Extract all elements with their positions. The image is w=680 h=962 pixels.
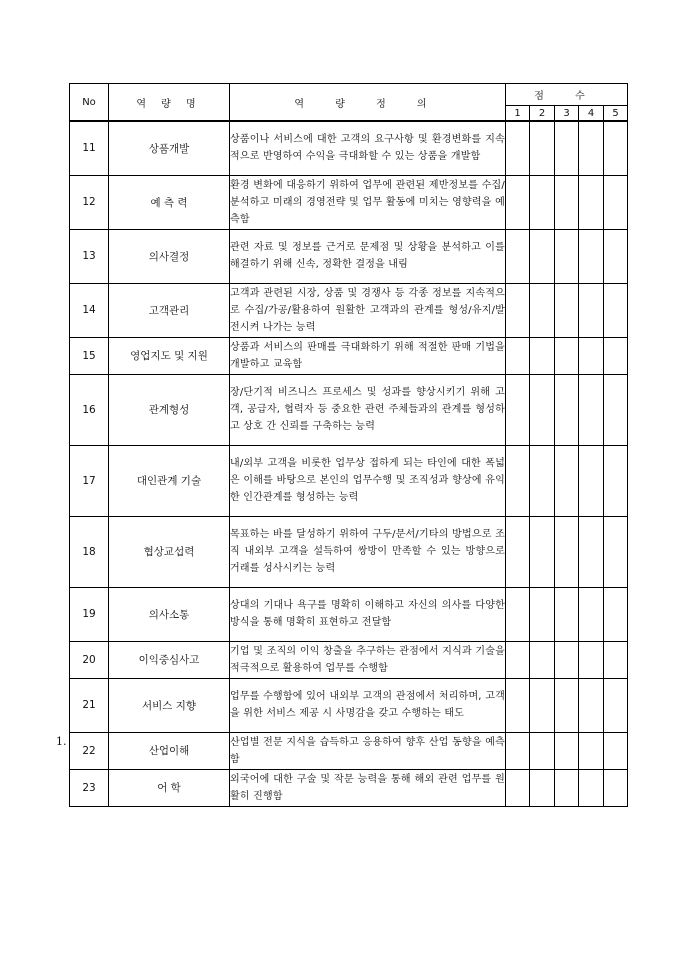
score-cell-1[interactable] bbox=[506, 641, 530, 678]
score-cell-2[interactable] bbox=[530, 769, 555, 806]
score-cell-1[interactable] bbox=[506, 516, 530, 587]
score-cell-3[interactable] bbox=[555, 121, 579, 175]
score-cell-3[interactable] bbox=[555, 445, 579, 516]
score-cell-4[interactable] bbox=[579, 678, 604, 732]
score-cell-5[interactable] bbox=[604, 283, 628, 337]
score-cell-5[interactable] bbox=[604, 445, 628, 516]
row-name: 관계형성 bbox=[109, 374, 230, 445]
score-cell-4[interactable] bbox=[579, 641, 604, 678]
row-no: 11 bbox=[70, 121, 109, 175]
row-name: 어 학 bbox=[109, 769, 230, 806]
score-cell-2[interactable] bbox=[530, 516, 555, 587]
score-cell-4[interactable] bbox=[579, 283, 604, 337]
score-cell-5[interactable] bbox=[604, 678, 628, 732]
score-cell-3[interactable] bbox=[555, 283, 579, 337]
table-row bbox=[70, 769, 628, 806]
table-row bbox=[70, 587, 628, 641]
score-cell-3[interactable] bbox=[555, 337, 579, 374]
row-no: 16 bbox=[70, 374, 109, 445]
row-name: 의사결정 bbox=[109, 229, 230, 283]
score-cell-1[interactable] bbox=[506, 283, 530, 337]
table-row bbox=[70, 445, 628, 516]
score-cell-5[interactable] bbox=[604, 769, 628, 806]
table-row bbox=[70, 283, 628, 337]
score-cell-1[interactable] bbox=[506, 678, 530, 732]
score-cell-5[interactable] bbox=[604, 641, 628, 678]
score-cell-4[interactable] bbox=[579, 175, 604, 229]
row-definition: 외국어에 대한 구술 및 작문 능력을 통해 해외 관련 업무를 원활히 진행함 bbox=[230, 769, 506, 806]
score-cell-3[interactable] bbox=[555, 769, 579, 806]
header-score-2: 2 bbox=[530, 106, 555, 122]
row-name: 의사소통 bbox=[109, 587, 230, 641]
row-no: 12 bbox=[70, 175, 109, 229]
score-cell-4[interactable] bbox=[579, 587, 604, 641]
table-row bbox=[70, 337, 628, 374]
row-definition: 고객과 관련된 시장, 상품 및 경쟁사 등 각종 정보를 지속적으로 수집/가공/활용하여 원활한 고객과의 관계를 형성/유지/발전시켜 나가는 능력 bbox=[230, 283, 506, 337]
score-cell-2[interactable] bbox=[530, 121, 555, 175]
row-no: 15 bbox=[70, 337, 109, 374]
table-row bbox=[70, 374, 628, 445]
row-definition: 환경 변화에 대응하기 위하여 업무에 관련된 제반정보를 수집/분석하고 미래의 경영전략 및 업무 활동에 미치는 영향력을 예측함 bbox=[230, 175, 506, 229]
row-definition: 기업 및 조직의 이익 창출을 추구하는 관점에서 지식과 기술을 적극적으로 활용하여 업무를 수행함 bbox=[230, 641, 506, 678]
score-cell-4[interactable] bbox=[579, 374, 604, 445]
score-cell-1[interactable] bbox=[506, 732, 530, 769]
header-score-text: 점 수 bbox=[534, 91, 599, 102]
table-row bbox=[70, 229, 628, 283]
row-definition: 상품과 서비스의 판매를 극대화하기 위해 적절한 판매 기법을 개발하고 교육함 bbox=[230, 337, 506, 374]
score-cell-4[interactable] bbox=[579, 769, 604, 806]
header-score-3: 3 bbox=[555, 106, 579, 122]
score-cell-1[interactable] bbox=[506, 121, 530, 175]
score-cell-2[interactable] bbox=[530, 641, 555, 678]
score-cell-2[interactable] bbox=[530, 337, 555, 374]
score-cell-1[interactable] bbox=[506, 229, 530, 283]
score-cell-3[interactable] bbox=[555, 374, 579, 445]
score-cell-3[interactable] bbox=[555, 732, 579, 769]
row-definition: 상대의 기대나 욕구를 명확히 이해하고 자신의 의사를 다양한 방식을 통해 명확히 표현하고 전달함 bbox=[230, 587, 506, 641]
score-cell-4[interactable] bbox=[579, 445, 604, 516]
table-row bbox=[70, 516, 628, 587]
row-definition: 내/외부 고객을 비롯한 업무상 접하게 되는 타인에 대한 폭넓은 이해를 바탕으로 본인의 업무수행 및 조직성과 향상에 유익한 인간관계를 형성하는 능력 bbox=[230, 445, 506, 516]
header-competency-name-text: 역 량 명 bbox=[136, 98, 202, 110]
score-cell-3[interactable] bbox=[555, 516, 579, 587]
score-cell-1[interactable] bbox=[506, 337, 530, 374]
table-row bbox=[70, 121, 628, 175]
row-name: 예 측 력 bbox=[109, 175, 230, 229]
score-cell-2[interactable] bbox=[530, 229, 555, 283]
row-no: 19 bbox=[70, 587, 109, 641]
row-definition: 관련 자료 및 정보를 근거로 문제점 및 상황을 분석하고 이를 해결하기 위해 신속, 정확한 결정을 내림 bbox=[230, 229, 506, 283]
score-cell-2[interactable] bbox=[530, 374, 555, 445]
header-no: No bbox=[70, 84, 109, 122]
row-no: 14 bbox=[70, 283, 109, 337]
score-cell-5[interactable] bbox=[604, 374, 628, 445]
score-cell-1[interactable] bbox=[506, 374, 530, 445]
row-no: 22 bbox=[70, 732, 109, 769]
score-cell-3[interactable] bbox=[555, 229, 579, 283]
score-cell-2[interactable] bbox=[530, 732, 555, 769]
header-score-5: 5 bbox=[604, 106, 628, 122]
score-cell-1[interactable] bbox=[506, 175, 530, 229]
score-cell-5[interactable] bbox=[604, 587, 628, 641]
score-cell-2[interactable] bbox=[530, 175, 555, 229]
score-cell-3[interactable] bbox=[555, 175, 579, 229]
score-cell-5[interactable] bbox=[604, 732, 628, 769]
row-name: 이익중심사고 bbox=[109, 641, 230, 678]
score-cell-5[interactable] bbox=[604, 229, 628, 283]
table-row bbox=[70, 732, 628, 769]
row-no: 23 bbox=[70, 769, 109, 806]
row-name: 고객관리 bbox=[109, 283, 230, 337]
score-cell-5[interactable] bbox=[604, 175, 628, 229]
header-competency-definition bbox=[230, 84, 506, 122]
header-score-1: 1 bbox=[506, 106, 530, 122]
header-score-4: 4 bbox=[579, 106, 604, 122]
competency-table bbox=[69, 83, 628, 807]
score-cell-5[interactable] bbox=[604, 121, 628, 175]
score-cell-1[interactable] bbox=[506, 587, 530, 641]
score-cell-4[interactable] bbox=[579, 229, 604, 283]
score-cell-4[interactable] bbox=[579, 121, 604, 175]
row-name: 산업이해 bbox=[109, 732, 230, 769]
row-definition: 업무를 수행함에 있어 내외부 고객의 관점에서 처리하며, 고객을 위한 서비스 제공 시 사명감을 갖고 수행하는 태도 bbox=[230, 678, 506, 732]
margin-number-mark: 1. bbox=[56, 735, 67, 748]
header-score bbox=[506, 84, 628, 106]
row-definition: 목표하는 바를 달성하기 위하여 구두/문서/기타의 방법으로 조직 내외부 고객을 설득하여 쌍방이 만족할 수 있는 방향으로 거래를 성사시키는 능력 bbox=[230, 516, 506, 587]
row-definition: 산업별 전문 지식을 습득하고 응용하여 향후 산업 동향을 예측함 bbox=[230, 732, 506, 769]
row-name: 협상교섭력 bbox=[109, 516, 230, 587]
score-cell-3[interactable] bbox=[555, 641, 579, 678]
score-cell-4[interactable] bbox=[579, 337, 604, 374]
row-name: 상품개발 bbox=[109, 121, 230, 175]
score-cell-3[interactable] bbox=[555, 587, 579, 641]
score-cell-4[interactable] bbox=[579, 516, 604, 587]
score-cell-3[interactable] bbox=[555, 678, 579, 732]
row-no: 13 bbox=[70, 229, 109, 283]
row-name: 영업지도 및 지원 bbox=[109, 337, 230, 374]
score-cell-2[interactable] bbox=[530, 587, 555, 641]
row-name: 서비스 지향 bbox=[109, 678, 230, 732]
row-no: 17 bbox=[70, 445, 109, 516]
table-row bbox=[70, 641, 628, 678]
score-cell-2[interactable] bbox=[530, 283, 555, 337]
score-cell-5[interactable] bbox=[604, 516, 628, 587]
header-competency-name bbox=[109, 84, 230, 122]
score-cell-5[interactable] bbox=[604, 337, 628, 374]
table-row bbox=[70, 175, 628, 229]
score-cell-1[interactable] bbox=[506, 445, 530, 516]
score-cell-2[interactable] bbox=[530, 445, 555, 516]
row-no: 18 bbox=[70, 516, 109, 587]
header-competency-definition-text: 역 량 정 의 bbox=[294, 98, 441, 110]
score-cell-1[interactable] bbox=[506, 769, 530, 806]
row-definition: 장/단기적 비즈니스 프로세스 및 성과를 향상시키기 위해 고객, 공급자, 협력자 등 중요한 관련 주체들과의 관계를 형성하고 상호 간 신뢰를 구축하는 능력 bbox=[230, 374, 506, 445]
row-no: 20 bbox=[70, 641, 109, 678]
row-no: 21 bbox=[70, 678, 109, 732]
row-name: 대인관계 기술 bbox=[109, 445, 230, 516]
table-row bbox=[70, 678, 628, 732]
row-definition: 상품이나 서비스에 대한 고객의 요구사항 및 환경변화를 지속적으로 반영하여 수익을 극대화할 수 있는 상품을 개발함 bbox=[230, 121, 506, 175]
score-cell-4[interactable] bbox=[579, 732, 604, 769]
score-cell-2[interactable] bbox=[530, 678, 555, 732]
